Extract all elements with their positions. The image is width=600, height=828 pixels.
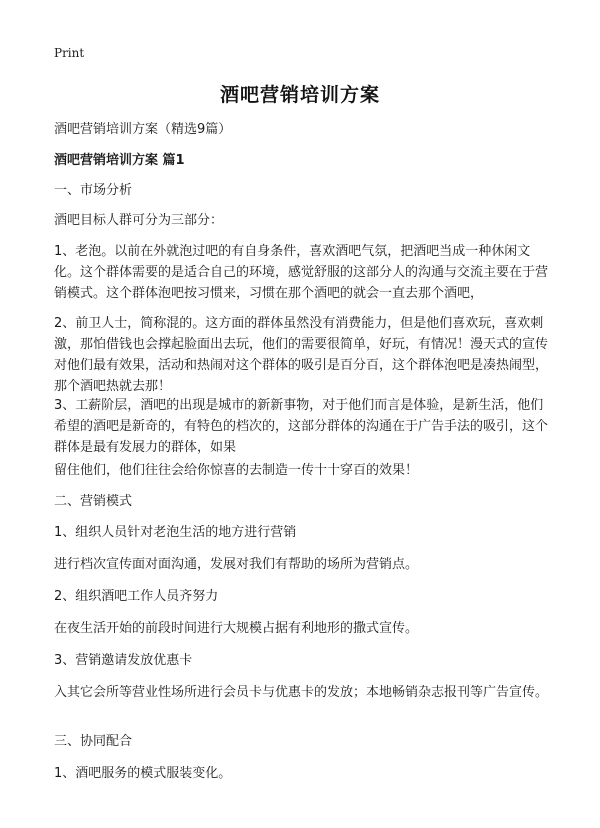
paragraph-marketing-mode: 二、营销模式 (54, 494, 133, 509)
paragraph-market-analysis: 一、市场分析 (54, 183, 133, 198)
paragraph-trendsetters: 2、前卫人士，简称混的。这方面的群体虽然没有消费能力，但是他们喜欢玩，喜欢刺激，那怕借钱也会撑起脸面出去玩，他们的需要很简单，好玩，有情况！漫天式的宣传对他们最有效果，活动和热闹对这个群体的吸引是百分百，这个群体泡吧是凑热闹型，那个酒吧热就去那！ (54, 316, 549, 394)
paragraph-item-1: 1、组织人员针对老泡生活的地方进行营销 (54, 525, 297, 540)
paragraph-salaried: 3、工薪阶层，酒吧的出现是城市的新新事物，对于他们而言是体验，是新生活，他们希望的酒吧是新奇的，有特色的档次的，这部分群体的沟通在于广告手法的吸引，这个群体是最有发展力的群体，如果 (54, 398, 549, 455)
paragraph-target-groups: 酒吧目标人群可分为三部分： (54, 213, 224, 228)
print-label[interactable]: Print (54, 46, 85, 60)
document-title: 酒吧营销培训方案 (219, 84, 380, 106)
paragraph-retain: 留住他们，他们往往会给你惊喜的去制造一传十十穿百的效果！ (54, 463, 419, 478)
paragraph-item-3-detail: 入其它会所等营业性场所进行会员卡与优惠卡的发放；本地畅销杂志报刊等广告宣传。 (54, 685, 549, 700)
paragraph-coordination: 三、协同配合 (54, 734, 133, 749)
paragraph-item-3: 3、营销邀请发放优惠卡 (54, 653, 193, 668)
paragraph-regulars: 1、老泡。以前在外就泡过吧的有自身条件，喜欢酒吧气氛，把酒吧当成一种休闲文化。这个群体需要的是适合自己的环境，感觉舒服的这部分人的沟通与交流主要在于营销模式。这个群体泡吧按习惯来，习惯在那个酒吧的就会一直去那个酒吧， (54, 244, 549, 301)
paragraph-coordination-1: 1、酒吧服务的模式服装变化。 (54, 766, 232, 781)
paragraph-item-1-detail: 进行档次宣传面对面沟通，发展对我们有帮助的场所为营销点。 (54, 557, 419, 572)
document-subtitle: 酒吧营销培训方案（精选9篇） (54, 122, 232, 137)
section-heading: 酒吧营销培训方案 篇1 (54, 153, 185, 168)
paragraph-item-2: 2、组织酒吧工作人员齐努力 (54, 589, 219, 604)
paragraph-item-2-detail: 在夜生活开始的前段时间进行大规模占据有利地形的撒式宣传。 (54, 621, 419, 636)
